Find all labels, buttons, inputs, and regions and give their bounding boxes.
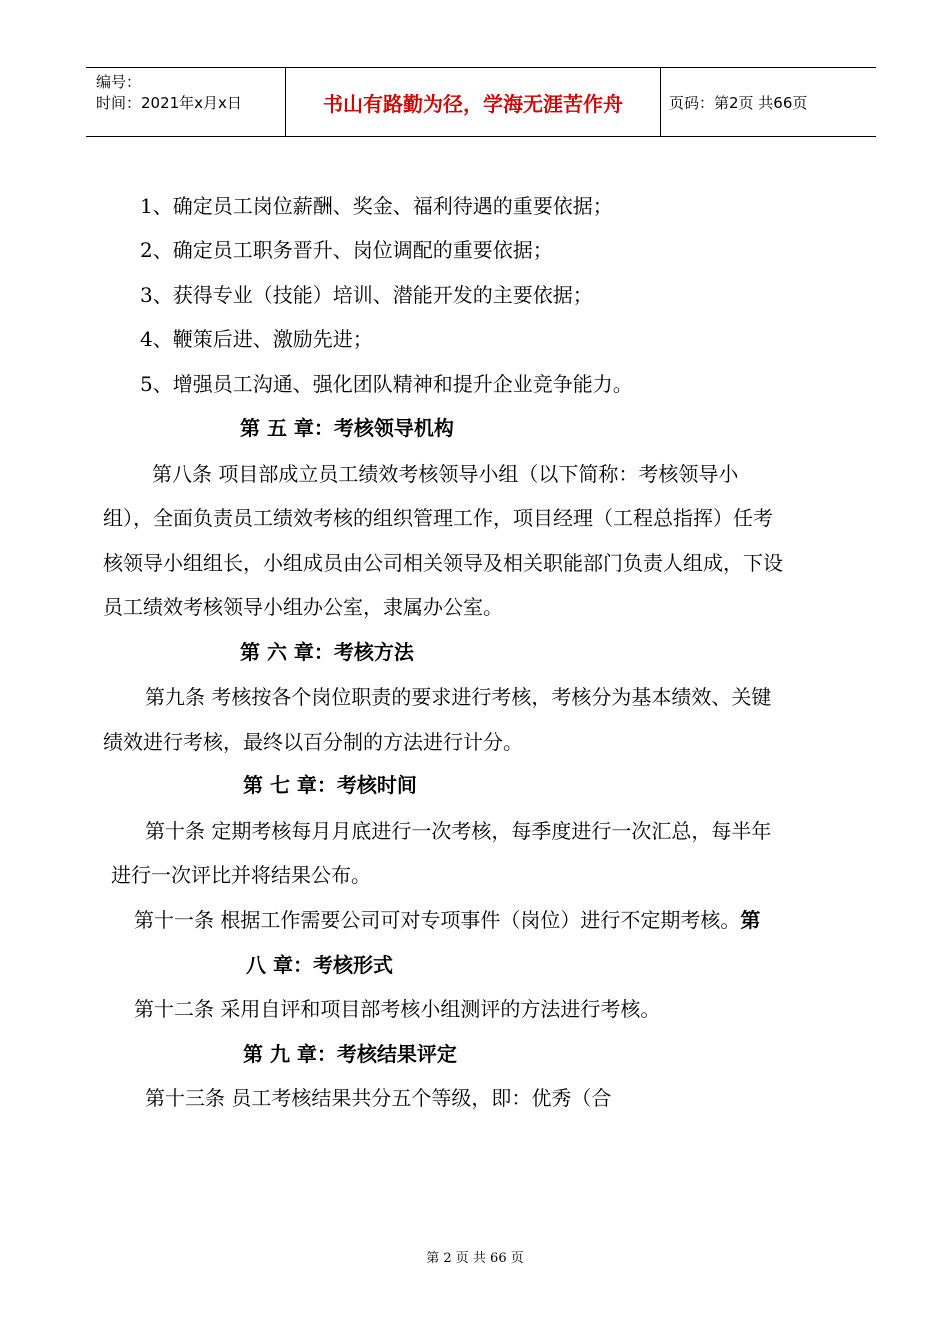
chapter-9-heading: 第 九 章：考核结果评定 [243, 1042, 457, 1066]
article-10-line-1: 第十条 定期考核每月月底进行一次考核，每季度进行一次汇总，每半年 [145, 819, 772, 843]
article-8-line-2: 组），全面负责员工绩效考核的组织管理工作，项目经理（工程总指挥）任考 [103, 506, 773, 530]
serial-number: 编号： [96, 73, 142, 91]
article-8-line-3: 核领导小组组长，小组成员由公司相关领导及相关职能部门负责人组成，下设 [103, 551, 783, 575]
chapter-8-heading-start: 第 [740, 908, 761, 932]
page-header [86, 67, 876, 137]
article-12: 第十二条 采用自评和项目部考核小组测评的方法进行考核。 [134, 997, 661, 1021]
header-motto: 书山有路勤为径，学海无涯苦作舟 [286, 68, 661, 136]
chapter-5-heading: 第 五 章：考核领导机构 [240, 416, 454, 440]
list-item-2: 2、确定员工职务晋升、岗位调配的重要依据； [140, 238, 553, 262]
chapter-8-heading: 八 章：考核形式 [246, 953, 393, 977]
article-11 [134, 904, 760, 933]
article-9-line-1: 第九条 考核按各个岗位职责的要求进行考核，考核分为基本绩效、关键 [145, 685, 772, 709]
list-item-5: 5、增强员工沟通、强化团队精神和提升企业竞争能力。 [140, 372, 633, 396]
list-item-1: 1、确定员工岗位薪酬、奖金、福利待遇的重要依据； [140, 194, 613, 218]
list-item-4: 4、鞭策后进、激励先进； [140, 327, 373, 351]
list-item-3: 3、获得专业（技能）培训、潜能开发的主要依据； [140, 283, 593, 307]
document-time: 时间：2021年x月x日 [96, 94, 242, 112]
article-8-line-1: 第八条 项目部成立员工绩效考核领导小组（以下简称：考核领导小 [152, 462, 739, 486]
chapter-6-heading: 第 六 章：考核方法 [240, 640, 414, 664]
chapter-7-heading: 第 七 章：考核时间 [243, 773, 417, 797]
article-9-line-2: 绩效进行考核，最终以百分制的方法进行计分。 [103, 730, 523, 754]
article-8-line-4: 员工绩效考核领导小组办公室，隶属办公室。 [103, 595, 503, 619]
article-10-line-2: 进行一次评比并将结果公布。 [111, 863, 371, 887]
header-meta [86, 68, 286, 136]
article-11-text: 第十一条 根据工作需要公司可对专项事件（岗位）进行不定期考核。 [134, 908, 741, 932]
page-footer: 第 2 页 共 66 页 [426, 1251, 524, 1266]
article-13: 第十三条 员工考核结果共分五个等级，即：优秀（合 [145, 1086, 612, 1110]
header-page-code: 页码：第2页 共66页 [669, 93, 808, 112]
